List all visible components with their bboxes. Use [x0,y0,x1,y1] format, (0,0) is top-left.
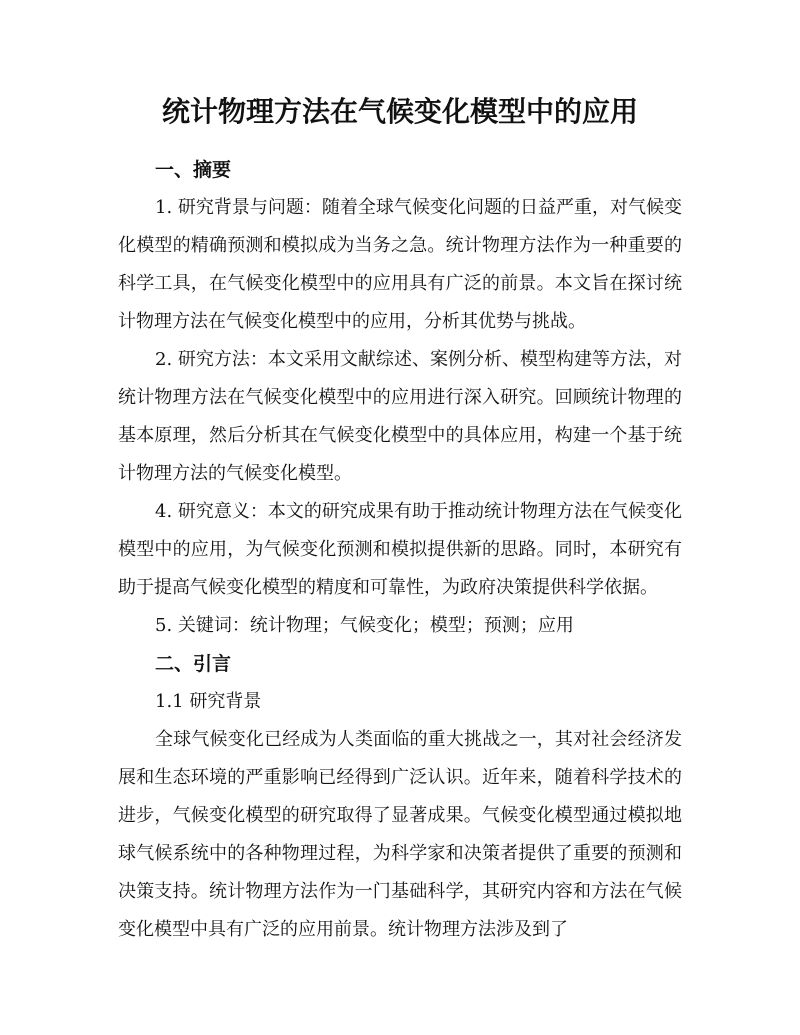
abstract-item-significance: 4. 研究意义：本文的研究成果有助于推动统计物理方法在气候变化模型中的应用，为气候变化预测和模拟提供新的思路。同时，本研究有助于提高气候变化模型的精度和可靠性，为政府决策提供科学依据。 [118,501,682,598]
abstract-heading: 一、摘要 [155,159,232,181]
document-title: 统计物理方法在气候变化模型中的应用 [161,95,638,128]
title-spacer [118,133,682,151]
abstract-item-methods: 2. 研究方法：本文采用文献综述、案例分析、模型构建等方法，对统计物理方法在气候变化模型中的应用进行深入研究。回顾统计物理的基本原理，然后分析其在气候变化模型中的具体应用，构建一个基于统计物理方法的气候变化模型。 [118,349,682,484]
abstract-item-keywords: 5. 关键词：统计物理；气候变化；模型；预测；应用 [155,615,574,636]
abstract-item-background: 1. 研究背景与问题：随着全球气候变化问题的日益严重，对气候变化模型的精确预测和模拟成为当务之急。统计物理方法作为一种重要的科学工具，在气候变化模型中的应用具有广泛的前景。本文旨在探讨统计物理方法在气候变化模型中的应用，分析其优势与挑战。 [118,197,682,332]
intro-paragraph: 全球气候变化已经成为人类面临的重大挑战之一，其对社会经济发展和生态环境的严重影响已经得到广泛认识。近年来，随着科学技术的进步，气候变化模型的研究取得了显著成果。气候变化模型通过模拟地球气候系统中的各种物理过程，为科学家和决策者提供了重要的预测和决策支持。统计物理方法作为一门基础科学，其研究内容和方法在气候变化模型中具有广泛的应用前景。统计物理方法涉及到了 [118,729,682,940]
intro-subheading: 1.1 研究背景 [155,691,262,712]
intro-heading: 二、引言 [155,653,232,675]
